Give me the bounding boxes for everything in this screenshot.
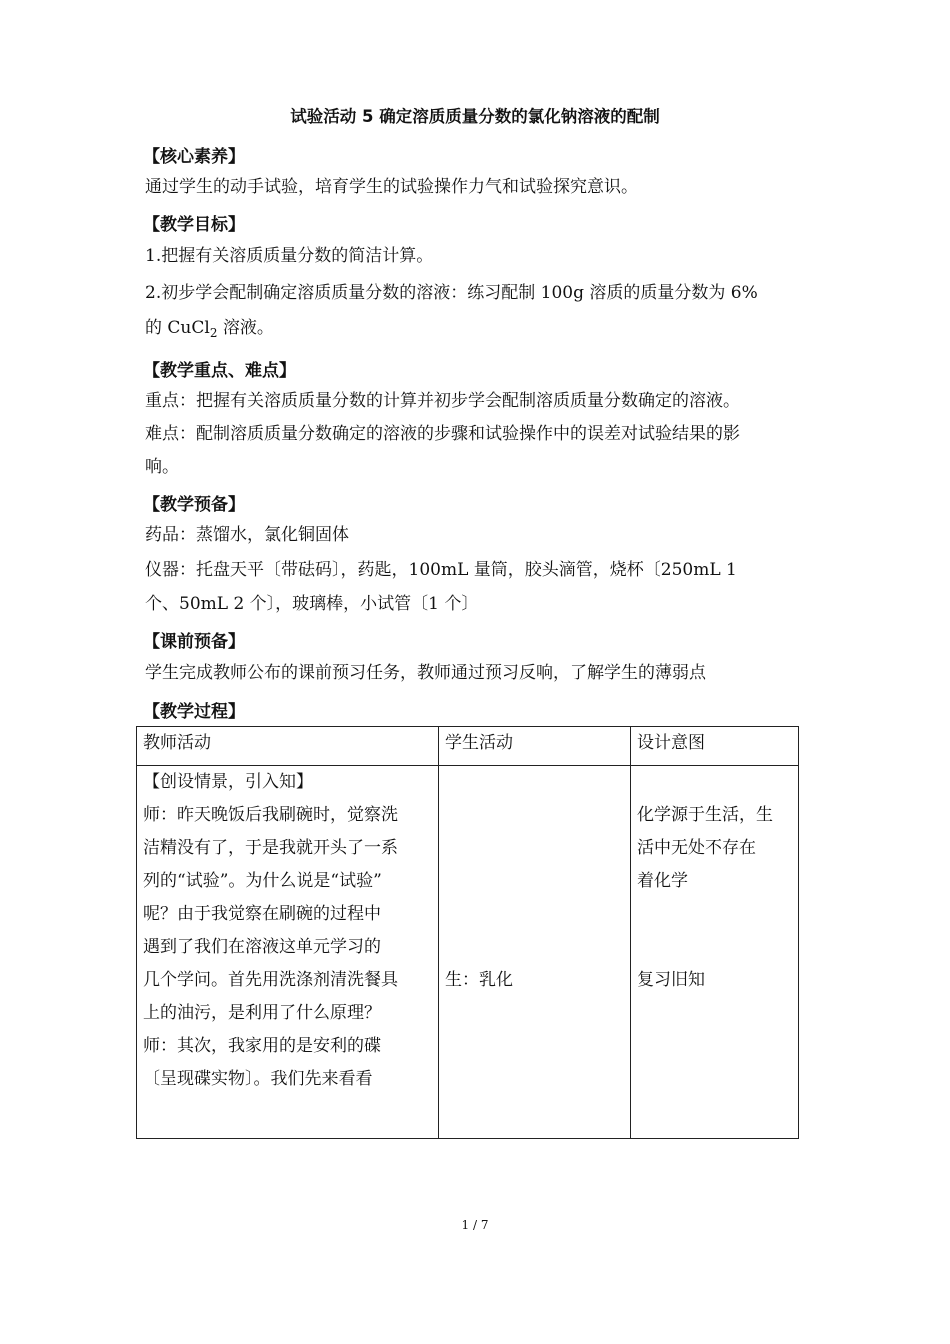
intent-line: 活中无处不存在	[637, 838, 756, 858]
heading-key-difficult-points: 【教学重点、难点】	[143, 361, 296, 381]
student-activity-cell	[439, 766, 631, 1139]
teacher-line: 〔呈现碟实物〕。我们先来看看	[143, 1069, 373, 1089]
heading-teaching-process: 【教学过程】	[143, 702, 245, 722]
header-teacher-activity: 教师活动	[137, 727, 439, 766]
teacher-line: 师：其次，我家用的是安利的碟	[143, 1036, 381, 1056]
goal-item-2-prefix: 的 CuCl	[145, 318, 210, 338]
goal-item-2-continued	[145, 312, 815, 350]
heading-teaching-goals: 【教学目标】	[143, 215, 245, 235]
goal-item-2-suffix: 溶液。	[217, 318, 274, 338]
instruments-text: 仪器：托盘天平〔带砝码〕，药匙，100mL 量筒，胶头滴管，烧杯〔250mL 1	[145, 560, 737, 580]
teacher-line: 遇到了我们在溶液这单元学习的	[143, 937, 381, 957]
student-answer: 生：乳化	[445, 970, 513, 990]
heading-preclass-preparation: 【课前预备】	[143, 632, 245, 652]
key-point-text: 重点：把握有关溶质质量分数的计算并初步学会配制溶质质量分数确定的溶液。	[145, 391, 740, 411]
intent-line: 着化学	[637, 871, 688, 891]
teacher-line: 师：昨天晚饭后我刷碗时，觉察洗	[143, 805, 398, 825]
preclass-text: 学生完成教师公布的课前预习任务，教师通过预习反响，了解学生的薄弱点	[145, 663, 706, 683]
core-literacy-text: 通过学生的动手试验，培育学生的试验操作力气和试验探究意识。	[145, 177, 638, 197]
header-student-activity: 学生活动	[439, 727, 631, 766]
heading-teaching-preparation: 【教学预备】	[143, 495, 245, 515]
teaching-process-table	[136, 726, 799, 1139]
teacher-line: 呢？由于我觉察在刷碗的过程中	[143, 904, 381, 924]
teacher-line: 列的“试验”。为什么说是“试验”	[143, 871, 382, 891]
teacher-line: 洁精没有了，于是我就开头了一系	[143, 838, 398, 858]
page-number: 1 / 7	[461, 1218, 489, 1232]
heading-core-literacy: 【核心素养】	[143, 147, 245, 167]
drugs-text: 药品：蒸馏水，氯化铜固体	[145, 525, 349, 545]
design-intent-cell	[631, 766, 799, 1139]
formula-subscript: 2	[209, 326, 218, 340]
document-title: 试验活动 5 确定溶质质量分数的氯化钠溶液的配制	[290, 107, 660, 126]
intent-line: 化学源于生活，生	[637, 805, 773, 825]
goal-item-2: 2.初步学会配制确定溶质质量分数的溶液：练习配制 100g 溶质的质量分数为 6%	[145, 283, 758, 303]
goal-item-1: 1.把握有关溶质质量分数的简洁计算。	[145, 246, 434, 266]
difficult-point-text: 难点：配制溶质质量分数确定的溶液的步骤和试验操作中的误差对试验结果的影	[145, 424, 740, 444]
teacher-line: 上的油污，是利用了什么原理？	[143, 1003, 381, 1023]
intent-review: 复习旧知	[637, 970, 705, 990]
teacher-line: 【创设情景，引入知】	[143, 772, 313, 792]
header-design-intent: 设计意图	[631, 727, 799, 766]
table-row	[137, 766, 799, 1139]
difficult-point-text-continued: 响。	[145, 457, 179, 477]
table-header-row	[137, 727, 799, 766]
teacher-activity-cell	[137, 766, 439, 1139]
teacher-line: 几个学问。首先用洗涤剂清洗餐具	[143, 970, 398, 990]
instruments-text-continued: 个、50mL 2 个〕，玻璃棒，小试管〔1 个〕	[145, 594, 479, 614]
